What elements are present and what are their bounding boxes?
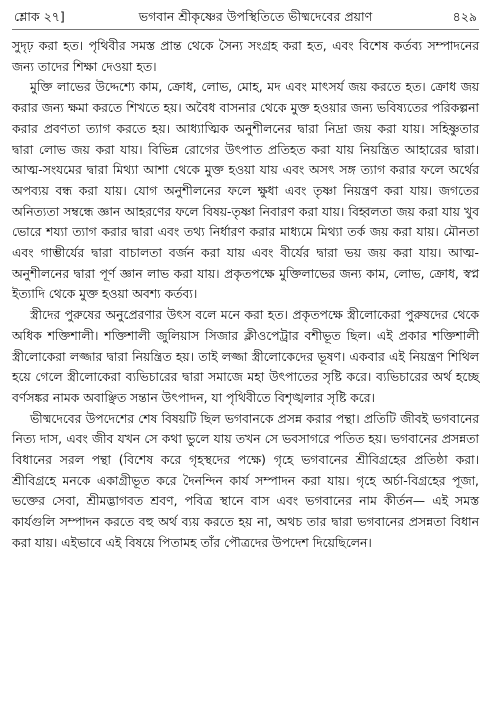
page-header [12,8,479,30]
paragraph-continuation: সুদৃঢ় করা হত। পৃথিবীর সমস্ত প্রান্ত থেকে সৈন্য সংগ্রহ করা হত, এবং বিশেষ কর্তব্য সম্পাদনের জন্য তাদের শিক্ষা দেওয়া হত। [12,39,479,74]
paragraph-pleasing-lord: ভীষ্মদেবের উপদেশের শেষ বিষয়টি ছিল ভগবানকে প্রসন্ন করার পন্থা। প্রতিটি জীবই ভগবানের নিত্য দাস, এবং জীব যখন সে কথা ভুলে যায় তখন সে ভবসাগরে পতিত হয়। ভগবানের প্রসন্নতা বিধানের সরল পন্থা (বিশেষ করে গৃহস্থদের পক্ষে) গৃহে ভগবানের শ্রীবিগ্রহের প্রতিষ্ঠা করা। শ্রীবিগ্রহে মনকে একাগ্রীভূত করে দৈনন্দিন কার্য সম্পাদন করা যায়। গৃহে অর্চা-বিগ্রহের পূজা, ভক্তের সেবা, শ্রীমদ্ভাগবত শ্রবণ, পবিত্র স্থানে বাস এবং ভগবানের নাম কীর্তন— এই সমস্ত কার্যগুলি সম্পাদন করতে বহু অর্থ ব্যয় করতে হয় না, অথচ তার দ্বারা ভগবানের প্রসন্নতা বিধান করা যায়। এইভাবে এই বিষয়ে পিতামহ তাঁর পৌত্রদের উপদেশ দিয়েছিলেন। [12,411,479,550]
page-body [12,36,479,554]
paragraph-women: স্ত্রীদের পুরুষের অনুপ্রেরণার উৎস বলে মনে করা হত। প্রকৃতপক্ষে স্ত্রীলোকেরা পুরুষদের থেকে অধিক শক্তিশালী। শক্তিশালী জুলিয়াস সিজার ক্লীওপেট্রার বশীভূত ছিল। এই প্রকার শক্তিশালী স্ত্রীলোকেরা লজ্জার দ্বারা নিয়ন্ত্রিত হয়। তাই লজ্জা স্ত্রীলোকেদের ভূষণ। একবার এই নিয়ন্ত্রণ শিথিল হয়ে গেলে স্ত্রীলোকেরা ব্যভিচারের দ্বারা সমাজে মহা উৎপাতের সৃষ্টি করে। ব্যভিচারের অর্থ হচ্ছে বর্ণসঙ্কর নামক অবাঞ্ছিত সন্তান উৎপাদন, যা পৃথিবীতে বিশৃঙ্খলার সৃষ্টি করে। [12,308,479,405]
paragraph-liberation: মুক্তি লাভের উদ্দেশ্যে কাম, ক্রোধ, লোভ, মোহ, মদ এবং মাৎসর্য জয় করতে হত। ক্রোধ জয় করার জন্য ক্ষমা করতে শিখতে হয়। অবৈধ বাসনার থেকে মুক্ত হওয়ার জন্য ভবিষ্যতের পরিকল্পনা করার প্রবণতা ত্যাগ করতে হয়। আধ্যাত্মিক অনুশীলনের দ্বারা নিদ্রা জয় করা যায়। সহিষ্ণুতার দ্বারা লোভ জয় করা যায়। বিভিন্ন রোগের উৎপাত প্রতিহত করা যায় নিয়ন্ত্রিত আহারের দ্বারা। আত্ম-সংযমের দ্বারা মিথ্যা আশা থেকে মুক্ত হওয়া যায় এবং অসৎ সঙ্গ ত্যাগ করার ফলে অর্থের অপব্যয় বন্ধ করা যায়। যোগ অনুশীলনের ফলে ক্ষুধা এবং তৃষ্ণা নিয়ন্ত্রণ করা যায়। জগতের অনিত্যতা সম্বন্ধে জ্ঞান আহরণের ফলে বিষয়-তৃষ্ণা নিবারণ করা যায়। বিহ্বলতা জয় করা যায় খুব ভোরে শয্যা ত্যাগ করার দ্বারা এবং তথ্য নির্ধারণ করার মাধ্যমে মিথ্যা তর্ক জয় করা যায়। মৌনতা এবং গাম্ভীর্যের দ্বারা বাচালতা বর্জন করা যায় এবং বীর্যের দ্বারা ভয় জয় করা যায়। আত্ম-অনুশীলনের দ্বারা পূর্ণ জ্ঞান লাভ করা যায়। প্রকৃতপক্ষে মুক্তিলাভের জন্য কাম, লোভ, ক্রোধ, স্বপ্ন ইত্যাদি থেকে মুক্ত হওয়া অবশ্য কর্তব্য। [12,80,479,302]
page-number: ৪২৯ [452,9,477,24]
verse-reference: শ্লোক ২৭] [14,9,65,24]
running-title: ভগবান শ্রীকৃষ্ণের উপস্থিতিতে ভীষ্মদেবের প্রয়াণ [138,9,373,24]
